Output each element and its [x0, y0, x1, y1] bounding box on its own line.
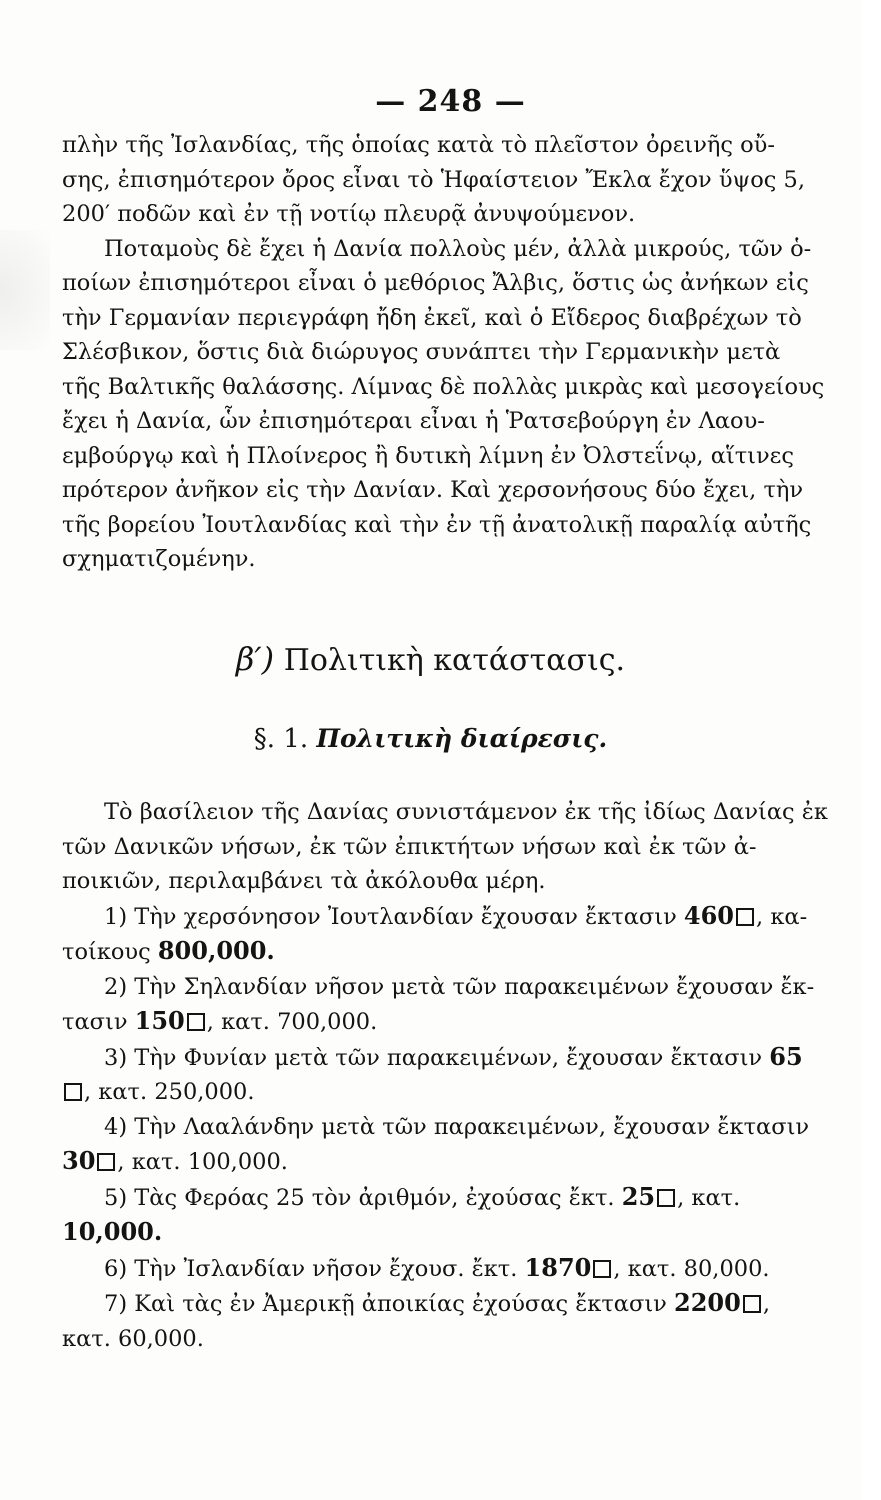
subsection-title: Πολιτικὴ διαίρεσις. [316, 724, 608, 753]
line-text: 4) Τὴν Λααλάνδην μετὰ τῶν παρακειμένων, ἔχουσαν ἔκτασιν [104, 1113, 810, 1140]
list-line [62, 970, 815, 1005]
area-value: 10,000. [62, 1217, 163, 1246]
body-text-top [62, 128, 825, 577]
paragraph-mountains [62, 128, 805, 232]
division-list [62, 899, 815, 1357]
area-value: 460 [683, 900, 735, 930]
line-text: 2) Τὴν Σηλανδίαν νῆσον μετὰ τῶν παρακειμένων ἔχουσαν ἔκ- [104, 973, 815, 1000]
text-line: τῆς βορείου Ἰουτλανδίας καὶ τὴν ἐν τῇ ἀνατολικῇ παραλίᾳ αὐτῆς [62, 511, 812, 538]
text-line: Ποταμοὺς δὲ ἔχει ἡ Δανία πολλοὺς μέν, ἀλλὰ μικρούς, τῶν ὁ- [104, 235, 812, 262]
line-text: 6) Τὴν Ἰσλανδίαν νῆσον ἔχουσ. ἔκτ. [104, 1255, 525, 1282]
list-line [62, 1004, 792, 1040]
line-text: τοίκους [62, 939, 158, 965]
list-item [62, 1040, 803, 1110]
page-stain [0, 230, 50, 350]
square-unit-icon [187, 1013, 205, 1031]
list-item [62, 970, 815, 1040]
list-item [62, 1180, 792, 1251]
line-text: 7) Καὶ τὰς ἐν Ἀμερικῇ ἀποικίας ἐχούσας ἔκτασιν [104, 1291, 675, 1317]
list-line [62, 1144, 792, 1180]
page-number: — 248 — [375, 84, 526, 119]
text-line: 200′ ποδῶν καὶ ἐν τῇ νοτίῳ πλευρᾷ ἀνυψούμενον. [62, 201, 636, 227]
line-text: κατ. 60,000. [62, 1325, 204, 1352]
square-unit-icon [97, 1153, 115, 1171]
line-text: 1) Τὴν χερσόνησον Ἰουτλανδίαν ἔχουσαν ἔκτασιν [104, 903, 684, 930]
square-unit-icon [743, 1295, 761, 1313]
list-line [62, 1040, 803, 1076]
list-line [62, 899, 808, 935]
text-line: ἔχει ἡ Δανία, ὧν ἐπισημότεραι εἶναι ἡ Ῥατσεβούργη ἐν Λαου- [62, 408, 765, 434]
list-item [62, 1286, 792, 1356]
line-text: , κατ. 80,000. [613, 1255, 770, 1282]
paragraph-kingdom [62, 795, 828, 899]
body-text-divisions [62, 795, 828, 1356]
square-unit-icon [64, 1083, 82, 1101]
text-line: τῆς Βαλτικῆς θαλάσσης. Λίμνας δὲ πολλὰς μικρὰς καὶ μεσογείους [62, 373, 825, 400]
area-value: 25 [621, 1181, 656, 1211]
text-line: σης, ἐπισημότερον ὄρος εἶναι τὸ Ἡφαίστειον Ἔκλα ἔχον ὕψος 5, [62, 166, 805, 193]
line-text: , [762, 1291, 770, 1317]
list-line [62, 1180, 792, 1216]
area-value: 1870 [524, 1252, 592, 1282]
section-heading [0, 640, 861, 678]
text-line: Σλέσβικον, ὅστις διὰ διώρυγος συνάπτει τὴν Γερμανικὴν μετὰ [62, 339, 781, 365]
text-line: τῶν Δανικῶν νήσων, ἐκ τῶν ἐπικτήτων νήσων καὶ ἐκ τῶν ἀ- [62, 833, 757, 860]
text-line: τὴν Γερμανίαν περιεγράφη ἤδη ἐκεῖ, καὶ ὁ Εἴδερος διαβρέχων τὸ [62, 304, 802, 331]
line-text: , κατ. 100,000. [117, 1149, 288, 1175]
line-text: , κατ. 700,000. [206, 1009, 378, 1035]
square-unit-icon [593, 1260, 611, 1278]
text-line: πρότερον ἀνῆκον εἰς τὴν Δανίαν. Καὶ χερσονήσους δύο ἔχει, τὴν [62, 477, 804, 503]
area-value: 30 [62, 1146, 96, 1175]
section-title: Πολιτικὴ κατάστασις. [283, 643, 626, 678]
text-line: ποικιῶν, περιλαμβάνει τὰ ἀκόλουθα μέρη. [62, 868, 546, 894]
area-value: 65 [769, 1041, 803, 1071]
square-unit-icon [657, 1189, 675, 1207]
list-line [62, 1110, 810, 1145]
list-line [62, 1322, 792, 1357]
list-item [62, 1110, 810, 1180]
line-text: 5) Τὰς Φερόας 25 τὸν ἀριθμόν, ἐχούσας ἔκτ. [104, 1184, 622, 1211]
list-line [62, 1215, 792, 1251]
area-value: 800,000. [157, 936, 275, 965]
line-text: , κατ. 250,000. [84, 1079, 255, 1105]
line-text: τασιν [62, 1009, 135, 1035]
text-line: πλὴν τῆς Ἰσλανδίας, τῆς ὁποίας κατὰ τὸ πλεῖστον ὀρεινῆς οὔ- [62, 132, 775, 158]
line-text: , κα- [756, 903, 808, 930]
list-item [62, 1251, 792, 1287]
area-value: 150 [134, 1006, 185, 1035]
line-text: , κατ. [677, 1184, 741, 1211]
subsection-number: §. 1. [253, 724, 309, 754]
list-line [62, 934, 792, 970]
text-line: εμβούργῳ καὶ ἡ Πλοίνερος ἢ δυτικὴ λίμνη ἐν Ὀλστεΐνῳ, αἵτινες [62, 442, 794, 469]
paragraph-rivers [62, 232, 825, 577]
text-line: ποίων ἐπισημότεροι εἶναι ὁ μεθόριος Ἄλβις, ὅστις ὡς ἀνήκων εἰς [62, 270, 809, 296]
subsection-heading [0, 724, 861, 754]
text-line: Τὸ βασίλειον τῆς Δανίας συνιστάμενον ἐκ τῆς ἰδίως Δανίας ἐκ [104, 799, 828, 825]
list-item [62, 899, 808, 970]
list-line [62, 1075, 792, 1110]
list-line [62, 1286, 792, 1322]
text-line: σχηματιζομένην. [62, 546, 256, 572]
list-line [62, 1251, 792, 1287]
section-number: β′) [235, 640, 275, 678]
square-unit-icon [736, 908, 754, 926]
line-text: 3) Τὴν Φυνίαν μετὰ τῶν παρακειμένων, ἔχουσαν ἔκτασιν [104, 1044, 770, 1071]
area-value: 2200 [674, 1288, 741, 1317]
